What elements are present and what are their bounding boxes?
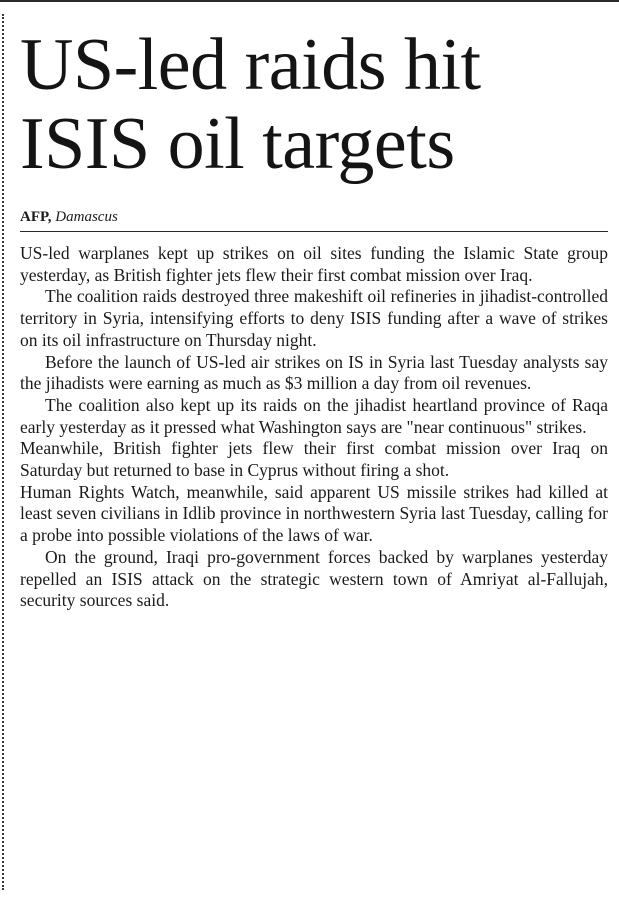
paragraph: The coalition also kept up its raids on the jihadist heartland province of Raqa early yesterday as it pressed what Washington says are "near continuous" strikes.	[20, 394, 608, 437]
article-body	[20, 243, 608, 612]
news-article	[20, 26, 608, 612]
dotted-column-rule	[2, 14, 4, 890]
byline-location: Damascus	[55, 209, 118, 225]
paragraph: Before the launch of US-led air strikes on IS in Syria last Tuesday analysts say the jihadists were earning as much as $3 million a day from oil revenues.	[20, 351, 608, 394]
paragraph: US-led warplanes kept up strikes on oil sites funding the Islamic State group yesterday, as British fighter jets flew their first combat mission over Iraq.	[20, 243, 608, 285]
headline: US-led raids hit ISIS oil targets	[20, 24, 481, 185]
paragraph: On the ground, Iraqi pro-government forces backed by warplanes yesterday repelled an ISIS attack on the strategic western town of Amriyat al-Fallujah, security sources said.	[20, 546, 608, 611]
paragraph: The coalition raids destroyed three makeshift oil refineries in jihadist-controlled territory in Syria, intensifying efforts to deny ISIS funding after a wave of strikes on its oil infrastructure on Thursday night.	[20, 286, 608, 350]
paragraph: Meanwhile, British fighter jets flew their first combat mission over Iraq on Saturday but returned to base in Cyprus without firing a shot.	[20, 438, 608, 481]
paragraph: Human Rights Watch, meanwhile, said apparent US missile strikes had killed at least seven civilians in Idlib province in northwestern Syria last Tuesday, calling for a probe into possible violations of the laws of war.	[20, 481, 608, 546]
byline-agency: AFP,	[20, 209, 52, 225]
byline	[20, 208, 608, 232]
top-border-rule	[0, 0, 619, 2]
